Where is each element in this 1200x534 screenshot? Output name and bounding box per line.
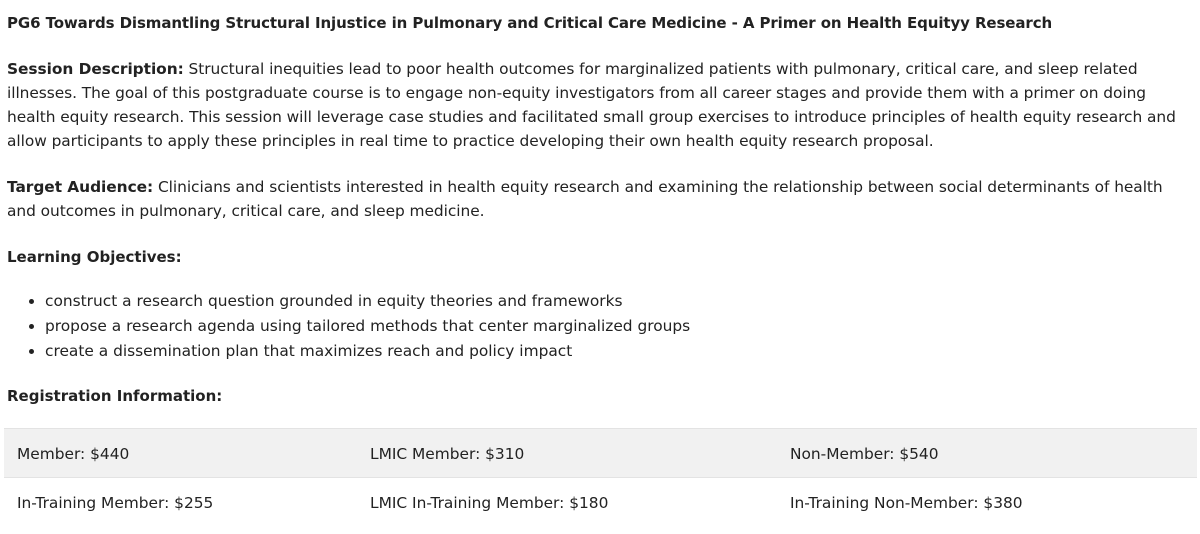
- table-cell: Member: $440: [17, 445, 130, 463]
- objective-item: • construct a research question grounded in equity theories and frameworks: [45, 289, 1145, 314]
- table-cell: Non-Member: $540: [790, 445, 939, 463]
- target-audience-text: Clinicians and scientists interested in health equity research and examining the relationship between social determinants of health and outcomes in pulmonary, critical care, and sleep medicine.: [7, 178, 1163, 220]
- session-description: [7, 57, 1193, 153]
- target-audience: [7, 175, 1193, 223]
- learning-objectives-list: [7, 289, 1145, 364]
- learning-objectives-heading: Learning Objectives:: [7, 248, 182, 266]
- table-row: [4, 478, 1197, 528]
- table-row: [4, 428, 1197, 478]
- registration-heading: Registration Information:: [7, 387, 223, 405]
- objective-item: • create a dissemination plan that maximizes reach and policy impact: [45, 339, 1145, 364]
- session-description-label: Session Description:: [7, 60, 184, 78]
- table-cell: LMIC Member: $310: [370, 445, 525, 463]
- objective-item: • propose a research agenda using tailored methods that center marginalized groups: [45, 314, 1145, 339]
- table-cell: In-Training Non-Member: $380: [790, 494, 1023, 512]
- table-cell: In-Training Member: $255: [17, 494, 214, 512]
- table-cell: LMIC In-Training Member: $180: [370, 494, 609, 512]
- session-title: PG6 Towards Dismantling Structural Injustice in Pulmonary and Critical Care Medicine - A Primer on Health Equityy Research: [7, 14, 1053, 32]
- target-audience-label: Target Audience:: [7, 178, 154, 196]
- registration-table: [4, 428, 1197, 528]
- session-description-text: Structural inequities lead to poor health outcomes for marginalized patients with pulmonary, critical care, and sleep related illnesses. The goal of this postgraduate course is to engage non-equity investigators from all career stages and provide them with a primer on doing health equity research. This session will leverage case studies and facilitated small group exercises to introduce principles of health equity research and allow participants to apply these principles in real time to practice developing their own health equity research proposal.: [7, 60, 1176, 150]
